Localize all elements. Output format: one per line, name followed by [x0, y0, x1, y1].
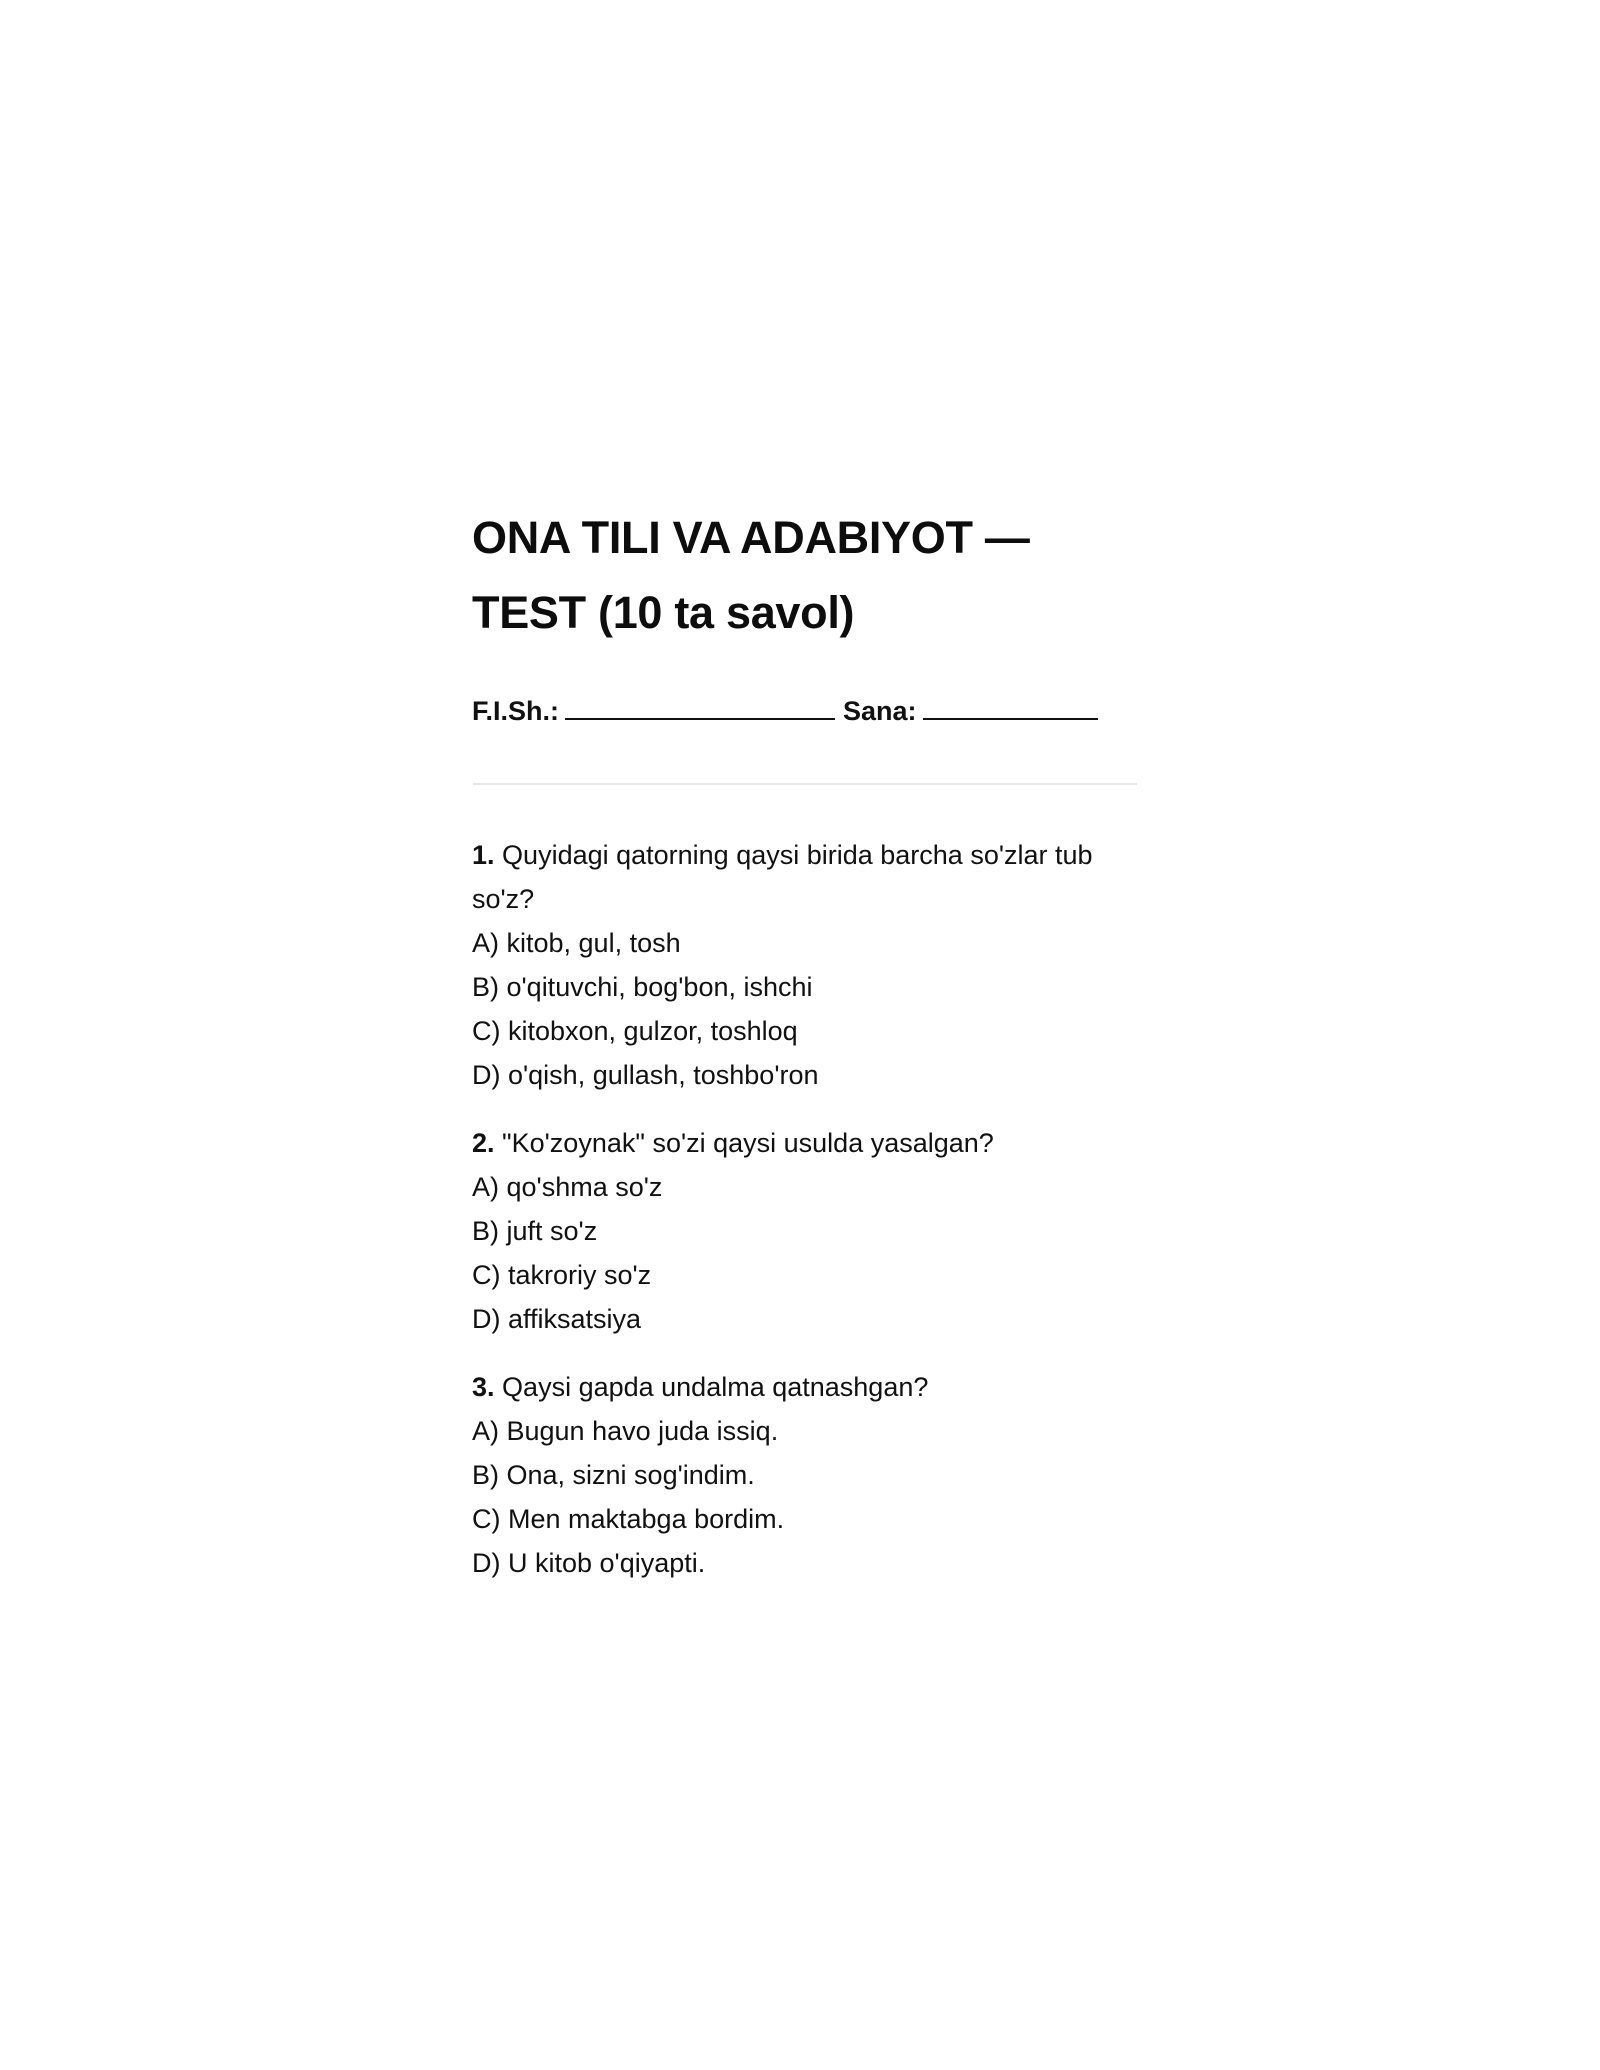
option-c: C) takroriy so'z	[472, 1260, 652, 1290]
divider	[473, 783, 1137, 785]
question-3	[472, 1365, 1138, 1585]
question-number: 2.	[472, 1128, 495, 1158]
option-c: C) kitobxon, gulzor, toshloq	[472, 1016, 798, 1046]
question-text	[472, 833, 1138, 921]
name-blank-line	[565, 694, 835, 720]
option-b: B) o'qituvchi, bog'bon, ishchi	[472, 972, 813, 1002]
question-body: Quyidagi qatorning qaysi birida barcha so'zlar tub so'z?	[472, 840, 1093, 914]
test-sheet	[472, 500, 1138, 1609]
question-1	[472, 833, 1138, 1097]
question-number: 1.	[472, 840, 495, 870]
page-title	[472, 500, 1138, 650]
date-label: Sana:	[843, 696, 917, 726]
date-blank-line	[923, 694, 1098, 720]
title-line-1: ONA TILI VA ADABIYOT —	[472, 512, 1030, 563]
name-label: F.I.Sh.:	[472, 696, 559, 726]
question-2	[472, 1121, 1138, 1341]
question-text	[472, 1365, 1138, 1409]
option-b: B) juft so'z	[472, 1216, 598, 1246]
question-number: 3.	[472, 1372, 495, 1402]
question-list	[472, 833, 1138, 1585]
option-d: D) affiksatsiya	[472, 1304, 642, 1334]
question-body: Qaysi gapda undalma qatnashgan?	[502, 1372, 929, 1402]
option-c: C) Men maktabga bordim.	[472, 1504, 785, 1534]
question-body: "Ko'zoynak" so'zi qaysi usulda yasalgan?	[502, 1128, 994, 1158]
option-a: A) kitob, gul, tosh	[472, 928, 681, 958]
option-d: D) U kitob o'qiyapti.	[472, 1548, 706, 1578]
option-b: B) Ona, sizni sog'indim.	[472, 1460, 755, 1490]
option-d: D) o'qish, gullash, toshbo'ron	[472, 1060, 819, 1090]
student-info-row	[472, 693, 1138, 729]
option-a: A) qo'shma so'z	[472, 1172, 663, 1202]
question-text	[472, 1121, 1138, 1165]
option-a: A) Bugun havo juda issiq.	[472, 1416, 779, 1446]
title-line-2: TEST (10 ta savol)	[472, 587, 855, 638]
